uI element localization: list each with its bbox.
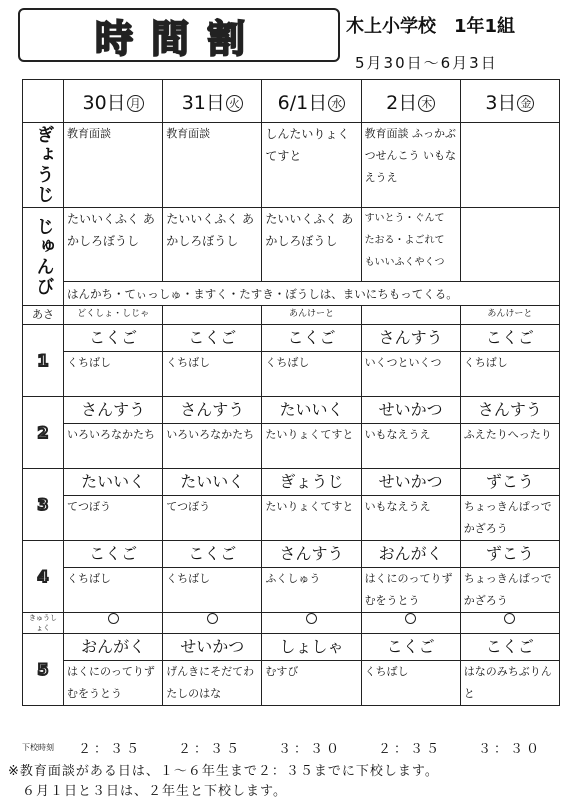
- circle-mark-icon: [108, 613, 119, 624]
- content-cell: くちばし: [361, 661, 460, 706]
- day-header: 6/1日 水: [262, 80, 361, 123]
- period-number: 5: [23, 634, 64, 706]
- day-header: 2日 木: [361, 80, 460, 123]
- dismiss-time: ２：３５: [378, 742, 443, 757]
- gyouji-label: ぎょうじ: [23, 123, 64, 208]
- subject-cell: たいいく: [163, 469, 262, 496]
- content-cell: たいりょくてすと: [262, 424, 361, 469]
- content-cell: げんきにそだてわたしのはな: [163, 661, 262, 706]
- content-cell: くちばし: [163, 568, 262, 613]
- subject-cell: こくご: [64, 325, 163, 352]
- lunch-row: [23, 613, 560, 634]
- content-cell: いくつといくつ: [361, 352, 460, 397]
- junbi-row: [23, 208, 560, 282]
- period-content-row: [23, 661, 560, 706]
- subject-cell: こくご: [361, 634, 460, 661]
- day-header: 31日 火: [163, 80, 262, 123]
- period-number: 4: [23, 541, 64, 613]
- subject-cell: さんすう: [262, 541, 361, 568]
- lunch-cell: [262, 613, 361, 634]
- asa-cell: あんけーと: [460, 306, 559, 325]
- asa-label: あさ: [23, 306, 64, 325]
- subject-cell: こくご: [64, 541, 163, 568]
- content-cell: ちょっきんぱっでかざろう: [460, 568, 559, 613]
- subject-cell: せいかつ: [361, 469, 460, 496]
- gyouji-row: [23, 123, 560, 208]
- subject-cell: こくご: [460, 634, 559, 661]
- junbi-note: はんかち・てぃっしゅ・ますく・たすき・ぼうしは、まいにちもってくる。: [64, 282, 560, 306]
- content-cell: ふえたりへったり: [460, 424, 559, 469]
- date-range: 5月30日〜6月3日: [355, 54, 498, 72]
- junbi-note-row: [23, 282, 560, 306]
- subject-cell: せいかつ: [361, 397, 460, 424]
- subject-cell: たいいく: [64, 469, 163, 496]
- subject-cell: ぎょうじ: [262, 469, 361, 496]
- content-cell: くちばし: [163, 352, 262, 397]
- timetable: [22, 79, 560, 706]
- subject-cell: こくご: [460, 325, 559, 352]
- period-content-row: [23, 496, 560, 541]
- lunch-cell: [460, 613, 559, 634]
- footnote: ※教育面談がある日は、１〜６年生まで２：３５までに下校します。: [8, 764, 439, 779]
- content-cell: てつぼう: [163, 496, 262, 541]
- content-cell: くちばし: [64, 568, 163, 613]
- content-cell: ちょっきんぱっでかざろう: [460, 496, 559, 541]
- content-cell: くちばし: [460, 352, 559, 397]
- content-cell: はなのみちぶりんと: [460, 661, 559, 706]
- asa-cell: どくしょ・しじゃ: [64, 306, 163, 325]
- day-header-row: [23, 80, 560, 123]
- subject-cell: せいかつ: [163, 634, 262, 661]
- junbi-cell: [460, 208, 559, 282]
- dismiss-label: 下校時刻: [22, 743, 54, 752]
- period-subject-row: [23, 634, 560, 661]
- content-cell: はくにのってりずむをうとう: [361, 568, 460, 613]
- page-title: 時間割: [94, 16, 263, 61]
- subject-cell: さんすう: [460, 397, 559, 424]
- gyouji-cell: 教育面談: [64, 123, 163, 208]
- dismiss-time: ３：３０: [278, 742, 343, 757]
- period-subject-row: [23, 469, 560, 496]
- lunch-cell: [64, 613, 163, 634]
- circle-mark-icon: [207, 613, 218, 624]
- subject-cell: おんがく: [64, 634, 163, 661]
- content-cell: くちばし: [262, 352, 361, 397]
- junbi-cell: たいいくふく あかしろぼうし: [64, 208, 163, 282]
- dismiss-time: ３：３０: [478, 742, 543, 757]
- day-header: 3日 金: [460, 80, 559, 123]
- dismiss-time: ２：３５: [178, 742, 243, 757]
- content-cell: いろいろなかたち: [163, 424, 262, 469]
- circle-mark-icon: [504, 613, 515, 624]
- circle-mark-icon: [306, 613, 317, 624]
- lunch-label: きゅうしょく: [23, 613, 64, 634]
- asa-row: [23, 306, 560, 325]
- footnote: ６月１日と３日は、２年生と下校します。: [22, 784, 287, 799]
- subject-cell: さんすう: [64, 397, 163, 424]
- content-cell: はくにのってりずむをうとう: [64, 661, 163, 706]
- period-content-row: [23, 352, 560, 397]
- content-cell: むすび: [262, 661, 361, 706]
- gyouji-cell: [460, 123, 559, 208]
- junbi-label: じゅんび: [23, 208, 64, 306]
- period-content-row: [23, 568, 560, 613]
- subject-cell: しょしゃ: [262, 634, 361, 661]
- day-header: 30日 月: [64, 80, 163, 123]
- subject-cell: こくご: [163, 541, 262, 568]
- content-cell: てつぼう: [64, 496, 163, 541]
- school-class: 木上小学校 1年1組: [346, 16, 516, 37]
- period-number: 3: [23, 469, 64, 541]
- subject-cell: こくご: [262, 325, 361, 352]
- lunch-cell: [163, 613, 262, 634]
- junbi-cell: すいとう・ぐんて たおる・よごれて もいいふくやくつ: [361, 208, 460, 282]
- subject-cell: ずこう: [460, 541, 559, 568]
- lunch-cell: [361, 613, 460, 634]
- gyouji-cell: しんたいりょくてすと: [262, 123, 361, 208]
- circle-mark-icon: [405, 613, 416, 624]
- asa-cell: [361, 306, 460, 325]
- asa-cell: [163, 306, 262, 325]
- period-number: 1: [23, 325, 64, 397]
- gyouji-cell: 教育面談: [163, 123, 262, 208]
- subject-cell: さんすう: [361, 325, 460, 352]
- junbi-cell: たいいくふく あかしろぼうし: [262, 208, 361, 282]
- content-cell: たいりょくてすと: [262, 496, 361, 541]
- subject-cell: たいいく: [262, 397, 361, 424]
- period-subject-row: [23, 397, 560, 424]
- subject-cell: さんすう: [163, 397, 262, 424]
- dismiss-time: ２：３５: [78, 742, 143, 757]
- subject-cell: ずこう: [460, 469, 559, 496]
- content-cell: いもなえうえ: [361, 496, 460, 541]
- content-cell: いろいろなかたち: [64, 424, 163, 469]
- period-subject-row: [23, 541, 560, 568]
- subject-cell: おんがく: [361, 541, 460, 568]
- content-cell: くちばし: [64, 352, 163, 397]
- title-box: [18, 8, 340, 62]
- content-cell: いもなえうえ: [361, 424, 460, 469]
- gyouji-cell: 教育面談 ふっかぶつせんこう いもなえうえ: [361, 123, 460, 208]
- period-number: 2: [23, 397, 64, 469]
- corner-cell: [23, 80, 64, 123]
- period-content-row: [23, 424, 560, 469]
- period-subject-row: [23, 325, 560, 352]
- junbi-cell: たいいくふく あかしろぼうし: [163, 208, 262, 282]
- asa-cell: あんけーと: [262, 306, 361, 325]
- content-cell: ふくしゅう: [262, 568, 361, 613]
- subject-cell: こくご: [163, 325, 262, 352]
